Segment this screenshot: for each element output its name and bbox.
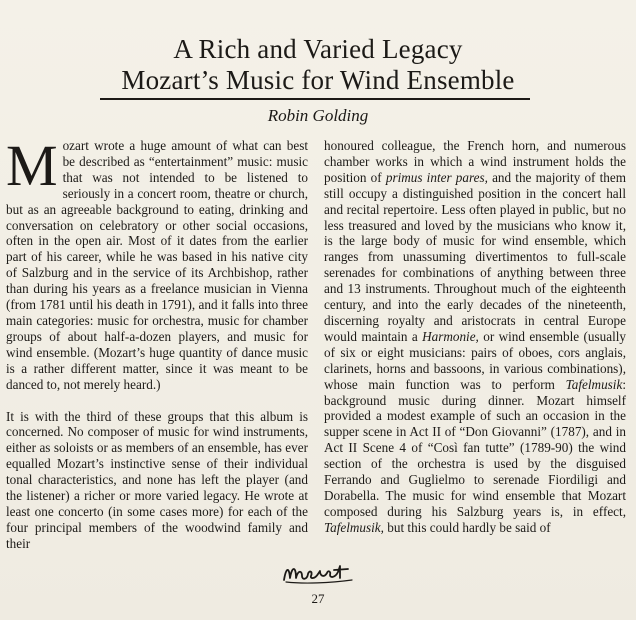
paragraph-3 xyxy=(324,138,626,536)
italic-term: Tafelmusik xyxy=(565,376,623,392)
right-column xyxy=(324,138,626,536)
paragraph-1 xyxy=(6,133,308,393)
author-byline: Robin Golding xyxy=(267,106,369,125)
italic-term: Harmonie, xyxy=(422,328,479,344)
paragraph-1-text: ozart wrote a huge amount of what can best be described as “entertainment” music: music that was not intended to be listened to seriously in a concert room, theatre or church, but as an agreeable background to eating, drinking and conversation on celebratory or other social occasions, often in the open air. Most of it dates from the earlier part of his career, while he was based in his native city of Salzburg and in the service of its Archbishop, rather than during his years as a freelance musician in Vienna (from 1781 until his death in 1791), and it falls into three main categories: music for orchestra, music for chamber groups of about half-a-dozen players, and music for wind ensemble. (Mozart’s huge quantity of dance music is a rather different matter, since it was meant to be danced to, not merely heard.) xyxy=(6,138,308,392)
page-number: 27 xyxy=(311,591,325,606)
italic-term: primus inter pares, xyxy=(385,169,488,185)
text-segment: and the majority of them still occupy a distinguished position in the concert hall and recital repertoire. Less often played in public, but no less treasured and loved by the musicians who know it, is the large body of music for wind ensemble, which ranges from unassuming divertimentos to full-scale serenades for combinations of anything between three and 13 instruments. Throughout much of the eighteenth century, and into the early decades of the nineteenth, discerning royalty and aristocrats in central Europe would maintain a xyxy=(324,169,626,344)
text-segment: or wind ensemble (usually of six or eight musicians: pairs of oboes, cors anglais, clarinets, horns and bassoons, in various combinations), whose main function was to perform xyxy=(324,328,626,392)
article-title xyxy=(0,34,636,96)
text-segment: : background music during dinner. Mozart himself provided a modest example of such an occasion in the supper scene in Act II of “Don Giovanni” (1787), and in Act II Scene 4 of “Così fan tutte” (1789-90) the wind section of the orchestra is used by the disguised Ferrando and Guglielmo to serenade Fiordiligi and Dorabella. The music for wind ensemble that Mozart composed during his Salzburg years is, in effect, xyxy=(324,376,626,519)
title-underline xyxy=(100,98,530,100)
text-segment: honoured colleague, the French horn, and numerous chamber works in which a wind instrument holds the position of xyxy=(324,138,626,185)
drop-cap: M xyxy=(6,133,58,198)
paragraph-2: It is with the third of these groups that this album is concerned. No composer of music for wind instruments, either as soloists or as members of an ensemble, has ever equalled Mozart’s instinctive sense of their individual tonal characteristics, and none has left the player (and the listener) a richer or more varied legacy. He wrote at least one concerto (in some cases more) for each of the four principal members of the woodwind family and their xyxy=(6,408,308,551)
mozart-signature-logo xyxy=(280,560,360,586)
title-line-2: Mozart’s Music for Wind Ensemble xyxy=(121,65,515,95)
italic-term: Tafelmusik, xyxy=(324,519,384,535)
text-segment: but this could hardly be said of xyxy=(383,519,551,535)
left-column xyxy=(6,133,308,552)
title-line-1: A Rich and Varied Legacy xyxy=(173,34,463,64)
